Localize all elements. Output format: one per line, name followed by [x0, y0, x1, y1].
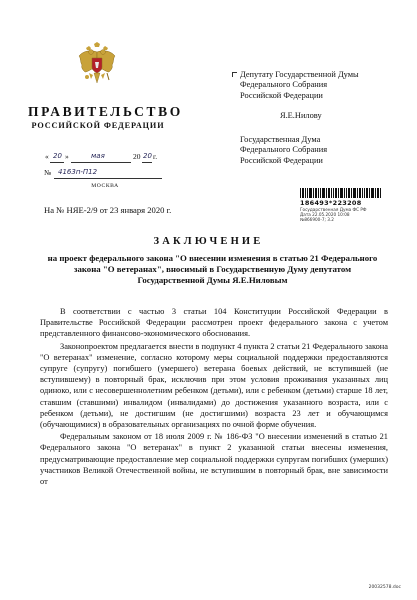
- institution-line-3: Российской Федерации: [240, 155, 323, 165]
- address-corner-mark: [232, 72, 237, 77]
- body-paragraph: Федеральным законом от 18 июля 2009 г. № 186-ФЗ "О внесении изменений в статью 21 Федерального закона "О ветеранах" в пункт 2 указанной статьи внесены изменения, предусматривающие предоставление мер социальной поддержки супругам погибших (умерших) участников Великой Отечественной войны, не вступившим в повторный брак, вне зависимости от: [40, 432, 388, 487]
- institution-line-2: Федерального Собрания: [240, 145, 328, 155]
- addressee-name: Я.Е.Нилову: [280, 111, 322, 121]
- reference-line: На № НЯЕ-2/9 от 23 января 2020 г.: [44, 205, 172, 215]
- body-paragraph: Законопроектом предлагается внести в подпункт 4 пункта 2 статьи 21 Федерального закона "О ветеранах" изменение, согласно которому меры социальной поддержки предоставляются супруге (супругу) погибшего (умершего) ветерана боевых действий, не вступившей (не вступившему) в повторный брак, исключив при этом условия проживания указанных лиц одиноко, или с несовершеннолетним ребенком (детьми), или с ребенком (детьми) старше 18 лет, ставшим (ставшими) инвалидом (инвалидами) до достижения указанного возраста, или с ребенком (детьми), не достигшим (не достигшими) возраста 23 лет и обучающимся (обучающимися) в образовательных организациях по очной форме обучения.: [40, 341, 388, 430]
- barcode: [300, 188, 382, 198]
- government-subtitle: РОССИЙСКОЙ ФЕДЕРАЦИИ: [31, 121, 165, 130]
- footer-file-code: 20032578.doc: [368, 585, 401, 590]
- government-title: ПРАВИТЕЛЬСТВО: [28, 104, 183, 119]
- stamp-code: 186493*223208: [300, 199, 362, 207]
- document-title: ЗАКЛЮЧЕНИЕ: [153, 236, 264, 247]
- addressee-line-2: Федерального Собрания: [240, 80, 328, 90]
- registration-stamp: [300, 199, 405, 223]
- state-emblem-icon: [78, 42, 116, 88]
- stamp-line-2: Дата 22.05.2020 10:08: [300, 212, 350, 218]
- addressee-block: [240, 70, 410, 122]
- addressee-line-3: Российской Федерации: [240, 90, 323, 100]
- addressee-line-1: Депутату Государственной Думы: [240, 70, 359, 79]
- date-year-prefix: 20: [133, 152, 141, 161]
- number-row: [44, 168, 164, 180]
- date-year-suffix: 20: [143, 152, 152, 160]
- date-row: « 20 » мая 20 20 г.: [45, 152, 158, 161]
- document-body: [40, 306, 388, 488]
- date-day: 20: [53, 152, 62, 160]
- number-prefix: №: [44, 168, 52, 177]
- body-paragraph: В соответствии с частью 3 статьи 104 Конституции Российской Федерации в Правительстве Российской Федерации рассмотрен проект федерального закона с учетом представленного финансово-экономического обоснования.: [40, 307, 388, 339]
- stamp-line-3: №866900-7; 3.2: [300, 217, 334, 223]
- city: МОСКВА: [91, 183, 119, 189]
- addressee-institution-block: [240, 135, 410, 166]
- date-month: мая: [91, 152, 105, 160]
- institution-line-1: Государственная Дума: [240, 135, 321, 144]
- document-subject: на проект федерального закона "О внесении изменения в статью 21 Федерального закона "О ветеранах", вносимый в Государственную Думу депутатом Государственной Думы Я.Е.Ниловым: [47, 253, 378, 285]
- stamp-line-1: Государственная Дума ФС РФ: [300, 207, 367, 212]
- date-year-end: г.: [153, 152, 158, 161]
- number-value: 4163п-П12: [58, 168, 98, 176]
